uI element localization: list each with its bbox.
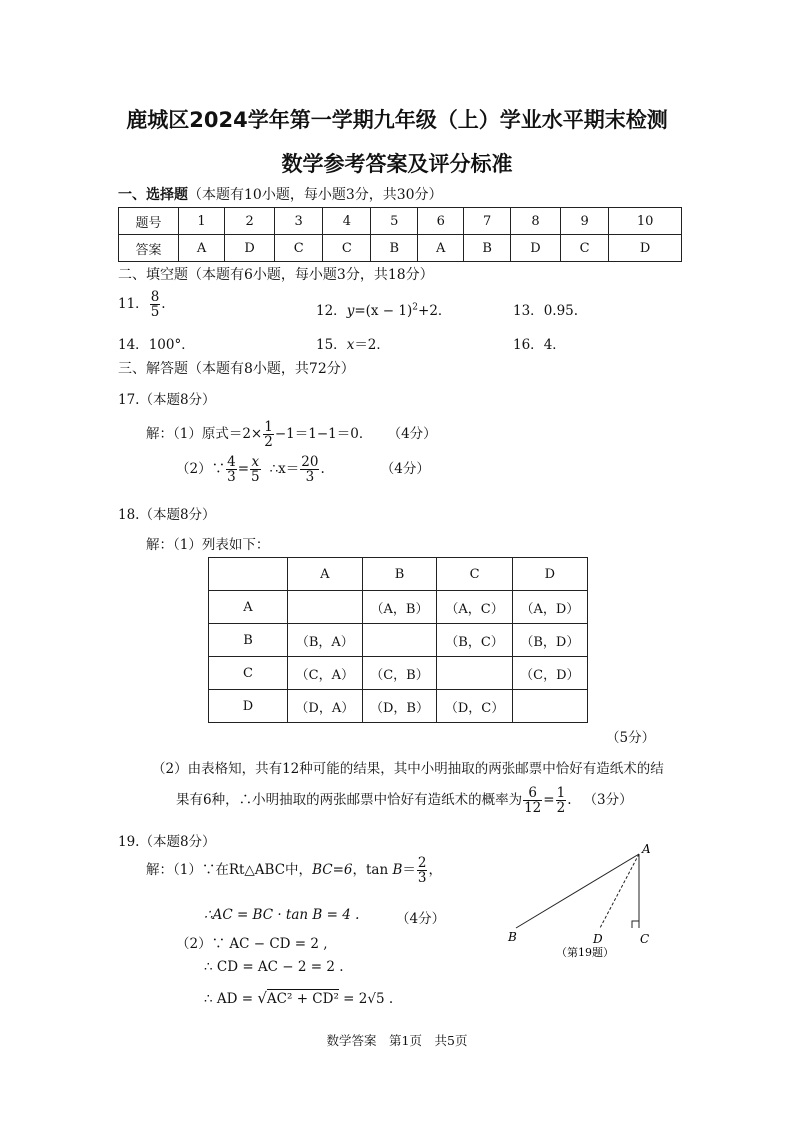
sqrt-sign: √ (257, 989, 267, 1007)
q17-part1 (146, 420, 437, 449)
table-cell: （C，D） (512, 657, 587, 690)
fraction (300, 455, 319, 484)
table-row (209, 591, 588, 624)
numerator: 1 (264, 419, 273, 435)
q19-heading: 19.（本题8分） (118, 834, 216, 850)
equals: = (354, 303, 366, 319)
question-number: 1 (179, 208, 225, 235)
solution-text: 解：（1）∵在Rt△ABC中， (146, 862, 313, 879)
numerator: 8 (150, 289, 160, 305)
table-header-cell: B (362, 558, 437, 591)
question-number: 10 (609, 208, 682, 235)
table-header-cell: D (512, 558, 587, 591)
punctuation: ， (428, 862, 442, 879)
section-heading-1 (118, 184, 443, 204)
table-row (209, 558, 588, 591)
punctuation: . (161, 296, 166, 313)
answer-value: 4． (543, 337, 566, 353)
page-subtitle: 数学参考答案及评分标准 (281, 152, 513, 176)
answer-value: ＝2． (354, 337, 390, 353)
fraction (250, 455, 261, 484)
table-header-cell: 题号 (119, 208, 179, 235)
table-cell: （C，A） (288, 657, 363, 690)
answer-cell: D (225, 235, 275, 262)
answer-cell: A (418, 235, 464, 262)
figure-caption: （第19题） (556, 946, 614, 959)
section-heading-3 (118, 358, 355, 378)
variable: y (346, 303, 355, 319)
table-cell (288, 591, 363, 624)
table-cell: （D，A） (288, 690, 363, 723)
answer-cell: D (511, 235, 561, 262)
question-label: 14． (118, 337, 149, 353)
table-cell (362, 624, 437, 657)
q17-part2 (176, 455, 430, 484)
table-row (119, 235, 682, 262)
solution-text: ，tan (352, 862, 389, 879)
question-number: 6 (418, 208, 464, 235)
equals: ＝ (402, 862, 416, 879)
exponent: 2 (412, 302, 419, 313)
equals: = (543, 792, 555, 809)
q18-part2-line1: （2）由表格知，共有12种可能的结果，其中小明抽取的两张邮票中恰好有造纸术的结 (152, 761, 664, 777)
row-header: A (209, 591, 288, 624)
solution-text: （2）∵ (176, 461, 226, 478)
question-label: 11． (118, 296, 149, 313)
row-header: C (209, 657, 288, 690)
variable: B (392, 862, 403, 879)
denominator: 2 (556, 800, 566, 817)
row-header: B (209, 624, 288, 657)
solution-text: −1＝1−1＝0． (274, 426, 373, 443)
answer-cell: B (464, 235, 511, 262)
fraction (226, 455, 237, 484)
q19-part2-line2: ∴ CD = AC − 2 = 2 . (204, 959, 344, 975)
solution-text: 果有6种，∴小明抽取的两张邮票中恰好有造纸术的概率为 (176, 792, 523, 809)
denominator: 5 (150, 304, 160, 321)
answer-13 (513, 299, 578, 319)
label-c: C (640, 932, 650, 946)
table-cell: （B，D） (512, 624, 587, 657)
q19-part2-line1: （2）∵ AC − CD = 2 , (176, 936, 328, 952)
right-angle-mark (632, 921, 639, 928)
denominator: 12 (524, 800, 542, 817)
solution-text: = 2√5 . (343, 991, 394, 1007)
radicand: AC² + CD² (266, 991, 339, 1007)
q18-part2-line2 (176, 786, 633, 815)
table-header-cell: C (437, 558, 512, 591)
answer-cell: A (179, 235, 225, 262)
table-header-cell: A (288, 558, 363, 591)
table-cell: （C，B） (362, 657, 437, 690)
question-number: 7 (464, 208, 511, 235)
table-row (209, 624, 588, 657)
variable: x (346, 337, 355, 353)
table-cell: （B，A） (288, 624, 363, 657)
table-cell: （A，B） (362, 591, 437, 624)
page-title: 鹿城区2024学年第一学期九年级（上）学业水平期末检测 (126, 108, 668, 132)
answer-table (118, 207, 682, 262)
table-cell: （B，C） (437, 624, 512, 657)
score: （3分） (583, 792, 633, 809)
fraction (556, 786, 567, 815)
question-label: 15． (316, 337, 347, 353)
q19-part1 (146, 856, 442, 885)
question-label: 13． (513, 303, 544, 319)
answer-cell: D (609, 235, 682, 262)
outcome-table (208, 557, 588, 723)
fraction (523, 786, 542, 815)
answer-cell: C (561, 235, 609, 262)
denominator: 3 (305, 469, 315, 486)
denominator: 2 (264, 434, 273, 451)
segment-ab (516, 854, 639, 928)
label-b: B (508, 930, 517, 944)
q18-part1: 解：（1）列表如下： (146, 537, 270, 553)
question-number: 3 (275, 208, 323, 235)
table-cell (512, 690, 587, 723)
numerator: 1 (556, 785, 566, 801)
question-number: 5 (371, 208, 418, 235)
table-row (209, 690, 588, 723)
table-cell (437, 657, 512, 690)
answer-cell: C (275, 235, 323, 262)
section-note: （本题有10小题，每小题3分，共30分） (188, 187, 443, 203)
label-a: A (642, 842, 651, 856)
answer-11 (118, 290, 166, 319)
section-heading-2 (118, 264, 434, 284)
answer-value: 100°． (148, 337, 195, 353)
table-header-cell (209, 558, 288, 591)
q19-part1-line2: ∴AC = BC · tan B = 4 . (204, 907, 360, 923)
score: （4分） (380, 461, 430, 478)
answer-16 (513, 333, 566, 353)
section-note: （本题有8小题，共72分） (188, 361, 355, 377)
section-note: （本题有6小题，每小题3分，共18分） (188, 267, 434, 283)
table-row (209, 657, 588, 690)
answer-cell: B (371, 235, 418, 262)
score: （4分） (396, 911, 446, 927)
solution-text: ∴x＝ (269, 461, 300, 478)
denominator: 3 (417, 870, 427, 887)
table-cell: （D，B） (362, 690, 437, 723)
answer-value: 0.95. (543, 303, 579, 319)
question-number: 4 (323, 208, 371, 235)
question-label: 12． (316, 303, 347, 319)
q17-heading: 17.（本题8分） (118, 392, 216, 408)
score: （5分） (606, 730, 656, 746)
punctuation: . (320, 461, 325, 478)
numerator: x (251, 454, 260, 470)
question-number: 2 (225, 208, 275, 235)
numerator: 20 (301, 454, 319, 470)
q19-triangle-figure (496, 840, 666, 962)
expression: (x − 1) (365, 303, 413, 319)
given-value: BC=6 (312, 862, 353, 879)
table-cell: （A，C） (437, 591, 512, 624)
section-title: 三、解答题 (118, 361, 188, 377)
section-title: 二、填空题 (118, 267, 188, 283)
question-label: 16． (513, 337, 544, 353)
denominator: 3 (227, 469, 236, 486)
answer-cell: C (323, 235, 371, 262)
solution-text: 解：（1）原式＝2× (146, 426, 263, 443)
answer-15 (316, 333, 390, 353)
row-header: D (209, 690, 288, 723)
table-row (119, 208, 682, 235)
q18-heading: 18.（本题8分） (118, 507, 216, 523)
solution-text: ∴ AD = (204, 991, 254, 1007)
question-number: 8 (511, 208, 561, 235)
label-d: D (593, 932, 603, 946)
table-cell: （A，D） (512, 591, 587, 624)
fraction (417, 856, 428, 885)
table-cell: （D，C） (437, 690, 512, 723)
page-footer: 数学答案 第1页 共5页 (326, 1033, 468, 1048)
question-number: 9 (561, 208, 609, 235)
segment-ad (600, 854, 639, 928)
punctuation: . (567, 792, 572, 809)
answer-12 (316, 299, 451, 319)
fraction (263, 420, 274, 449)
denominator: 5 (251, 469, 260, 486)
section-title: 一、选择题 (118, 187, 188, 203)
expression-tail: +2． (418, 303, 452, 319)
answer-14 (118, 333, 195, 353)
equals: = (237, 461, 249, 478)
score: （4分） (394, 426, 437, 443)
q19-part2-line3 (204, 989, 393, 1007)
table-header-cell: 答案 (119, 235, 179, 262)
numerator: 6 (523, 786, 542, 801)
fraction (150, 290, 161, 319)
numerator: 4 (227, 454, 236, 470)
numerator: 2 (417, 855, 427, 871)
